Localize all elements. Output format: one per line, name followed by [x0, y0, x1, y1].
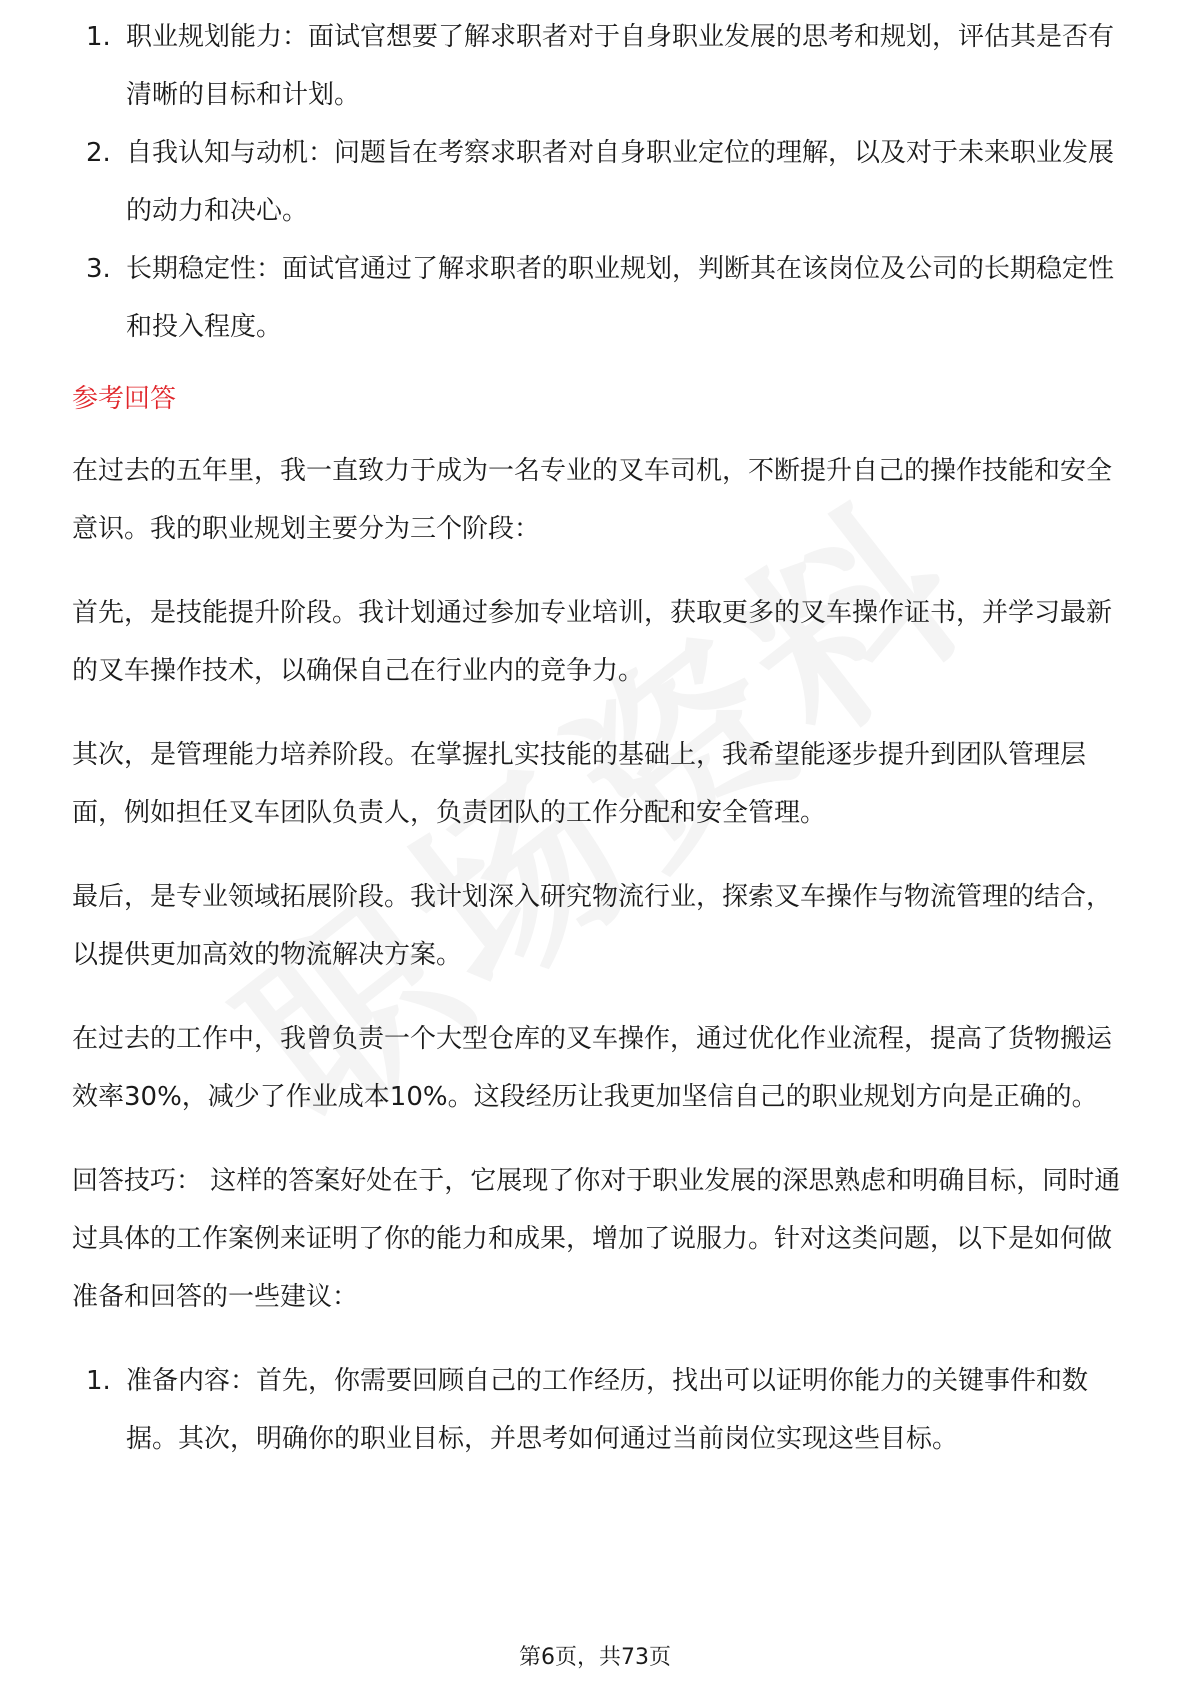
list-item	[72, 240, 1122, 356]
list-text: 自我认知与动机：问题旨在考察求职者对自身职业定位的理解，以及对于未来职业发展的动力和决心。	[126, 138, 1115, 226]
list-text: 长期稳定性：面试官通过了解求职者的职业规划，判断其在该岗位及公司的长期稳定性和投入程度。	[126, 254, 1115, 342]
answer-paragraph: 其次，是管理能力培养阶段。在掌握扎实技能的基础上，我希望能逐步提升到团队管理层面，例如担任叉车团队负责人，负责团队的工作分配和安全管理。	[72, 740, 1087, 828]
list-item	[72, 1352, 1122, 1468]
list-item	[72, 124, 1122, 240]
answer-paragraph: 在过去的工作中，我曾负责一个大型仓库的叉车操作，通过优化作业流程，提高了货物搬运效率30%，减少了作业成本10%。这段经历让我更加坚信自己的职业规划方向是正确的。	[72, 1024, 1113, 1112]
list-index: 1.	[86, 22, 111, 52]
list-text: 职业规划能力：面试官想要了解求职者对于自身职业发展的思考和规划，评估其是否有清晰的目标和计划。	[126, 22, 1115, 110]
list-item	[72, 8, 1122, 124]
tips-paragraph: 回答技巧： 这样的答案好处在于，它展现了你对于职业发展的深思熟虑和明确目标，同时通过具体的工作案例来证明了你的能力和成果，增加了说服力。针对这类问题，以下是如何做准备和回答的一些建议：	[72, 1166, 1121, 1312]
answer-paragraph: 在过去的五年里，我一直致力于成为一名专业的叉车司机，不断提升自己的操作技能和安全意识。我的职业规划主要分为三个阶段：	[72, 456, 1113, 544]
section-title: 参考回答	[72, 384, 177, 414]
answer-paragraph: 最后，是专业领域拓展阶段。我计划深入研究物流行业，探索叉车操作与物流管理的结合，以提供更加高效的物流解决方案。	[72, 882, 1113, 970]
list-index: 3.	[86, 254, 111, 284]
page-footer: 第6页，共73页	[519, 1645, 671, 1670]
advice-list	[72, 1352, 1122, 1468]
criteria-list	[72, 8, 1122, 356]
list-index: 2.	[86, 138, 111, 168]
answer-paragraph: 首先，是技能提升阶段。我计划通过参加专业培训，获取更多的叉车操作证书，并学习最新的叉车操作技术，以确保自己在行业内的竞争力。	[72, 598, 1113, 686]
list-index: 1.	[86, 1366, 111, 1396]
list-text: 准备内容：首先，你需要回顾自己的工作经历，找出可以证明你能力的关键事件和数据。其次，明确你的职业目标，并思考如何通过当前岗位实现这些目标。	[126, 1366, 1089, 1454]
page-content	[72, 22, 1122, 1468]
